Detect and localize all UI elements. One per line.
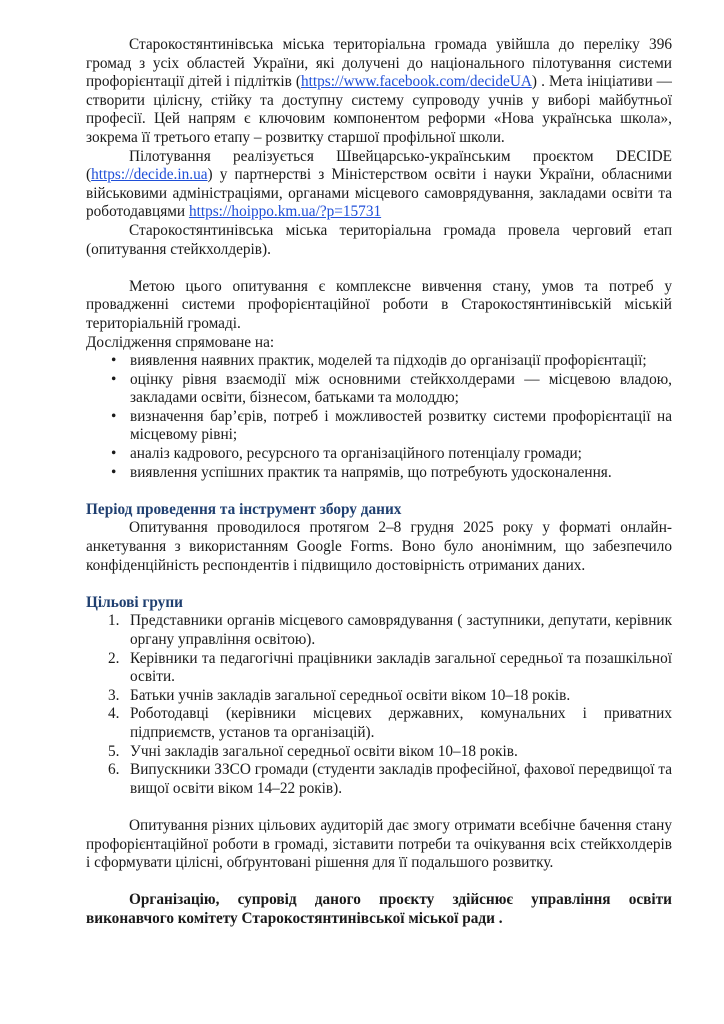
groups-heading: Цільові групи	[86, 593, 183, 611]
list-number: 1.	[108, 612, 120, 630]
list-item-text: Учні закладів загальної середньої освіти віком 10–18 років.	[130, 742, 518, 760]
intro-p1-text-after: ) . Мета ініціативи — створити цілісну, стійку та доступну систему супроводу учнів у виборі майбутньої професії. Цей напрям є ключовим компонентом реформи «Нова українська школа», зокрема її третього етапу – розвитку старшої профільної школи.	[86, 73, 672, 146]
spacer	[86, 575, 672, 594]
list-item-text: Випускники ЗЗСО громади (студенти закладів професійної, фахової передвищої та вищої освіти віком 14–22 років).	[130, 761, 672, 797]
list-item	[86, 705, 672, 742]
list-item-text: Роботодавці (керівники місцевих державних, комунальних і приватних підприємств, установ та організацій).	[130, 705, 672, 741]
groups-list	[86, 612, 672, 798]
purpose-list	[86, 352, 672, 482]
list-item-text: виявлення успішних практик та напрямів, що потребують удосконалення.	[130, 463, 612, 481]
list-item	[86, 612, 672, 649]
list-item-text: визначення бар’єрів, потреб і можливостей розвитку системи профорієнтації на місцевому рівні;	[130, 407, 672, 444]
list-item-text: Представники органів місцевого самоврядування ( заступники, депутати, керівник органу управління освітою).	[130, 612, 672, 648]
hoippo-link[interactable]: https://hoippo.km.ua/?p=15731	[188, 203, 382, 221]
list-item	[86, 352, 672, 371]
bullet-icon: •	[111, 370, 117, 388]
facebook-link[interactable]: https://www.facebook.com/decideUA	[300, 73, 532, 91]
spacer	[86, 798, 672, 817]
list-item	[86, 371, 672, 408]
list-item	[86, 445, 672, 464]
list-item	[86, 743, 672, 762]
list-number: 2.	[108, 649, 120, 667]
summary-paragraph: Опитування різних цільових аудиторій дає змогу отримати всебічне бачення стану профорієнтаційної роботи в громаді, зіставити потреби та очікування всіх стейкхолдерів і сформувати цілісні, обґрунтовані рішення для її подальшого розвитку.	[86, 816, 672, 872]
document-page	[86, 36, 672, 929]
purpose-paragraph: Метою цього опитування є комплексне вивчення стану, умов та потреб у провадженні системи профорієнтаційної роботи в Старокостянтинівській міській територіальній громаді.	[86, 277, 672, 332]
list-item	[86, 687, 672, 706]
list-number: 6.	[108, 761, 120, 779]
intro-p2-text-before: Пілотування реалізується Швейцарсько-українським проєктом DECIDE (	[86, 147, 672, 184]
intro-paragraph-1	[86, 36, 672, 148]
bullet-icon: •	[111, 407, 117, 425]
list-item-text: Батьки учнів закладів загальної середньої освіти віком 10–18 років.	[130, 686, 571, 704]
intro-p2-text-middle: ) у партнерстві з Міністерством освіти і науки України, обласними військовими адміністраціями, органами місцевого самоврядування, закладами освіти та роботодавцями	[86, 166, 672, 221]
list-item	[86, 761, 672, 798]
list-item	[86, 408, 672, 445]
period-paragraph: Опитування проводилося протягом 2–8 грудня 2025 року у форматі онлайн-анкетування з використанням Google Forms. Воно було анонімним, що забезпечило конфіденційність респондентів і підвищило достовірність отриманих даних.	[86, 519, 672, 574]
bullet-icon: •	[111, 445, 117, 463]
list-item-text: оцінку рівня взаємодії між основними стейкхолдерами — місцевою владою, закладами освіти, бізнесом, батьками та молоддю;	[130, 370, 672, 407]
list-number: 5.	[108, 742, 120, 760]
spacer	[86, 259, 672, 278]
list-item	[86, 464, 672, 483]
spacer	[86, 873, 672, 892]
closing-statement: Організацію, супровід даного проєкту здійснює управління освіти виконавчого комітету Старокостянтинівської міської ради .	[86, 891, 672, 927]
list-number: 4.	[108, 705, 120, 723]
intro-p1-text-before: Старокостянтинівська міська територіальна громада увійшла до переліку 396 громад з усіх областей України, які долучені до національного пілотування системи профорієнтації дітей і підлітків (	[86, 36, 672, 91]
list-item-text: виявлення наявних практик, моделей та підходів до організації профорієнтації;	[130, 352, 647, 370]
bullet-icon: •	[111, 352, 117, 370]
intro-paragraph-3: Старокостянтинівська міська територіальна громада провела черговий етап (опитування стейкхолдерів).	[86, 221, 672, 258]
list-item-text: Керівники та педагогічні працівники закладів загальної середньої та позашкільної освіти.	[130, 649, 672, 686]
spacer	[86, 482, 672, 501]
period-heading: Період проведення та інструмент збору даних	[86, 500, 402, 518]
purpose-lead: Дослідження спрямоване на:	[86, 333, 275, 351]
list-number: 3.	[108, 686, 120, 704]
bullet-icon: •	[111, 463, 117, 481]
list-item	[86, 650, 672, 687]
decide-link[interactable]: https://decide.in.ua	[91, 166, 208, 184]
intro-paragraph-2	[86, 148, 672, 222]
list-item-text: аналіз кадрового, ресурсного та організаційного потенціалу громади;	[130, 445, 582, 463]
